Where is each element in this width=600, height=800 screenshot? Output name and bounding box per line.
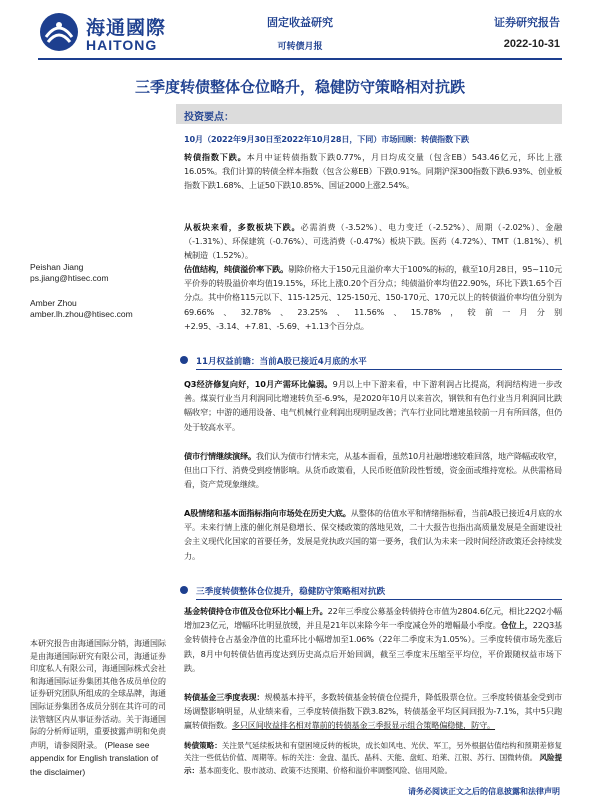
author-1-name: Peishan Jiang [30, 262, 84, 272]
section-underline [196, 369, 562, 370]
market-review-p1 [184, 150, 562, 193]
p2-bold: 从板块来看，多数板块下跌。 [184, 222, 301, 232]
p1-bold: 转债指数下跌。 [184, 152, 247, 162]
report-title: 三季度转债整体仓位略升，稳健防守策略相对抗跌 [134, 78, 465, 96]
outlook-section-header [176, 352, 562, 370]
position-p2-text: 规模基本持平，多数转债基金转债仓位提升，降低股票仓位。三季度转债基金受到市场调整影响明显，从业绩来看，三季度转债指数下跌3.82%，转债基金平均区间回报为-7.1%，其中5只跑赢转债指数。 [184, 692, 562, 731]
outlook-p1 [184, 377, 562, 434]
position-p1-bold: 基金转债持仓市值及仓位环比小幅上升。 [184, 606, 328, 616]
logo-text-en: HAITONG [86, 37, 158, 53]
header-divider [38, 58, 562, 60]
market-review-p2 [184, 220, 562, 263]
disclaimer-cn: 本研究报告由海通国际分销，海通国际是由海通国际研究有限公司，海通证券印度私人有限公司，海通国际株式会社和海通国际证券集团其他各成员单位的证券研究团队所组成的全球品牌，海通国际证券集团各成员分别在其许可的司法管辖区内从事证券活动。关于海通国际的分析师证明，重要披露声明和免责声明，请参阅附录。 [30, 639, 166, 750]
author-2-name: Amber Zhou [30, 298, 77, 308]
position-p1 [184, 604, 562, 675]
position-p1-text-b: 22Q3基金转债持仓占基金净值的比重环比小幅增加至1.06%（22年二季度末为1.05%）。三季度转债市场先涨后跌，8月中旬转债估值再度达到历史高点后开始回调，截至三季度末压缩至平均位，平价跟随权益市场下跌。 [184, 620, 563, 673]
position-p1-text-a: 22年三季度公募基金转债持仓市值为2804.6亿元，相比22Q2小幅增加23亿元，增幅环比明显放缓，并且是21年以来除今年一季度减仓外的增幅最小季度。 [184, 606, 562, 631]
summary-header-bar [176, 104, 562, 124]
position-p3-bold: 转债策略： [184, 741, 222, 750]
position-p3-text: 关注景气延续板块和有望困境反转的板块，成长如风电、光伏、军工，另外根据估值结构和预期差修复关注一些低估价值、周期等。标的关注：金盘、温氏、晶科、天能、盘虹、珀莱、江银、苏行、国微转债。 [184, 741, 562, 763]
report-date: 2022-10-31 [503, 38, 560, 50]
report-label: 证券研究报告 [494, 16, 560, 29]
bullet-icon [180, 586, 188, 594]
report-category: 固定收益研究 [267, 16, 333, 29]
p3-bold: 估值结构，纯债溢价率下跌。 [184, 264, 289, 274]
position-p2-bold: 转债基金三季度表现： [184, 692, 265, 702]
position-p3 [184, 740, 562, 777]
author-1-email[interactable]: ps.jiang@htisec.com [30, 273, 109, 283]
position-p1-bold2: 仓位上， [500, 620, 533, 631]
outlook-p2 [184, 449, 562, 492]
market-review-heading-prefix: 10月（2022年9月30日至2022年10月28日，下同）市场回顾： [184, 134, 422, 144]
market-review-heading-suffix: 转债指数下跌 [421, 134, 469, 144]
outlook-p2-text: 我们认为债市行情未完，从基本面看，虽然10月社融增速较难回落，地产降幅或收窄，但出口下行、消费受到疫情影响。从货币政策看，人民币贬值阶段性暂缓，资金面或维持宽松。从供需格局看，资产荒现象继续。 [184, 451, 562, 490]
p1-text: 本月中证转债指数下跌0.77%，月日均成交量（包含EB）543.46亿元，环比上涨16.05%。我们计算的转债全样本指数（包含公募EB）下跌0.91%。同期沪深300指数下跌6.93%、创业板指数下跌1.68%、上证50下跌10.85%、国证2000上涨2.54%。 [184, 152, 563, 191]
disclaimer-en: (Please see appendix for English translation of the disclaimer) [30, 739, 159, 777]
author-1 [30, 262, 109, 284]
bullet-icon [180, 356, 188, 364]
outlook-p3-text: 从整体的估值水平和情绪指标看，当前A股已接近4月底的水平。未来行情上涨的催化剂是稳增长、保交楼政策的落地见效，二十大报告也指出高质量发展是全面建设社会主义现代化国家的首要任务，发展是党执政兴国的第一要务，我们认为未来一段时间经济政策还会持续发力。 [184, 508, 562, 561]
logo-text-cn: 海通國際 [86, 17, 167, 39]
outlook-section-title: 11月权益前瞻：当前A股已接近4月底的水平 [196, 357, 367, 367]
section-underline [196, 599, 562, 600]
p2-text: 必需消费（-3.52%）、电力变迁（-2.52%）、周期（-2.02%）、金融（-1.31%）、环保建筑（-0.76%）、可选消费（-0.47%）板块下跌。医药（4.72%）、TMT（1.81%）、机械制造（1.52%）。 [184, 222, 563, 261]
market-review-heading [184, 132, 562, 146]
outlook-p2-bold: 债市行情继续演绎。 [184, 451, 256, 461]
position-section-header [176, 582, 562, 600]
position-p2-underlined: 多只区间收益排名相对靠前的转债基金三季报显示组合策略偏稳健，防守。 [231, 720, 496, 731]
summary-header-label: 投资要点： [184, 112, 234, 123]
disclaimer [30, 638, 170, 780]
position-p2 [184, 690, 562, 733]
risk-text: 基本面变化、股市波动、政策不达预期、价格和溢价率调整风险、信用风险。 [198, 765, 452, 775]
position-section-title: 三季度转债整体仓位提升，稳健防守策略相对抗跌 [196, 587, 386, 597]
p3-text: 剔除价格大于150元且溢价率大于100%的标的，截至10月28日，95~110元平价券的转股溢价率均值19.15%，环比上涨0.20个百分点；纯债溢价率均值22.90%，环比下跌1.65个百分点。其中价格115元以下、115-125元、125-150元、150-170元、170元以上的转债溢价率均值分别为69.66%、32.78%、23.25%、11.56%、15.78%，较前一月分别+2.95、-3.14、+7.81、-5.69、+1.13个百分点。 [184, 264, 562, 331]
outlook-p3-bold: A股情绪和基本面指标指向市场处在历史大底。 [184, 508, 351, 518]
outlook-p1-text: 9月以上中下游来看，中下游利润占比提高，利润结构进一步改善。煤炭行业当月利润同比增速转负至-6.9%，是2020年10月以来首次，钢铁和有色行业当月利润同比跌幅收窄；中游的通用设备、电气机械行业利润出现明显改善；汽车行业同比增速虽较前一月有所回落，但仍处于较高水平。 [184, 379, 562, 432]
risk-label: 风险提示： [184, 753, 562, 775]
footer-note: 请务必阅读正文之后的信息披露和法律声明 [408, 787, 560, 796]
report-type: 可转债月报 [277, 42, 323, 52]
author-2-email[interactable]: amber.lh.zhou@htisec.com [30, 309, 133, 319]
market-review-p3 [184, 262, 562, 333]
outlook-p3 [184, 506, 562, 563]
outlook-p1-bold: Q3经济修复向好，10月产需环比偏弱。 [184, 379, 333, 389]
author-2 [30, 298, 133, 320]
